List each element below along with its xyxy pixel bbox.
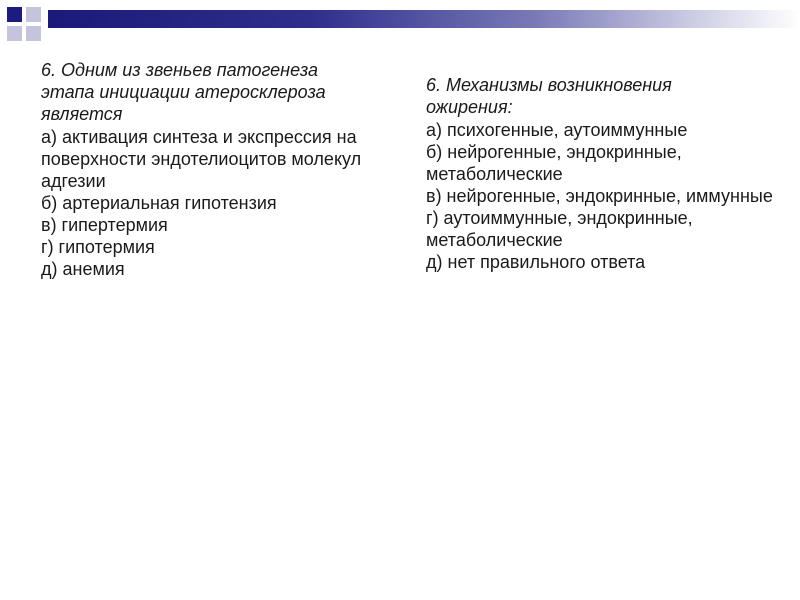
answer-option-c: в) гипертермия: [41, 215, 168, 235]
title-line: ожирения:: [426, 97, 513, 117]
left-question: [41, 59, 411, 280]
answer-option-a: а) активация синтеза и экспрессия на поверхности эндотелиоцитов молекул адгезии: [41, 127, 362, 191]
decor-square-light-icon: [7, 26, 22, 41]
answer-option-b: б) артериальная гипотензия: [41, 193, 277, 213]
header-gradient-bar: [48, 10, 800, 28]
right-question-title: [426, 74, 786, 118]
left-question-title: [41, 59, 411, 125]
answer-option-e: д) анемия: [41, 259, 125, 279]
answer-option-a: а) психогенные, аутоиммунные: [426, 120, 688, 140]
answer-option-b: б) нейрогенные, эндокринные, метаболические: [426, 142, 682, 184]
decor-square-dark-icon: [7, 7, 22, 22]
decor-square-light-icon: [26, 26, 41, 41]
title-line: 6. Одним из звеньев патогенеза: [41, 60, 319, 80]
answer-option-d: г) аутоиммунные, эндокринные, метаболические: [426, 208, 693, 250]
title-line: 6. Механизмы возникновения: [426, 75, 672, 95]
answer-option-e: д) нет правильного ответа: [426, 252, 646, 272]
title-line: этапа инициации атеросклероза: [41, 82, 326, 102]
title-line: является: [41, 104, 123, 124]
decor-square-light-icon: [26, 7, 41, 22]
answer-option-c: в) нейрогенные, эндокринные, иммунные: [426, 186, 773, 206]
answer-option-d: г) гипотермия: [41, 237, 155, 257]
right-question: [426, 74, 786, 273]
